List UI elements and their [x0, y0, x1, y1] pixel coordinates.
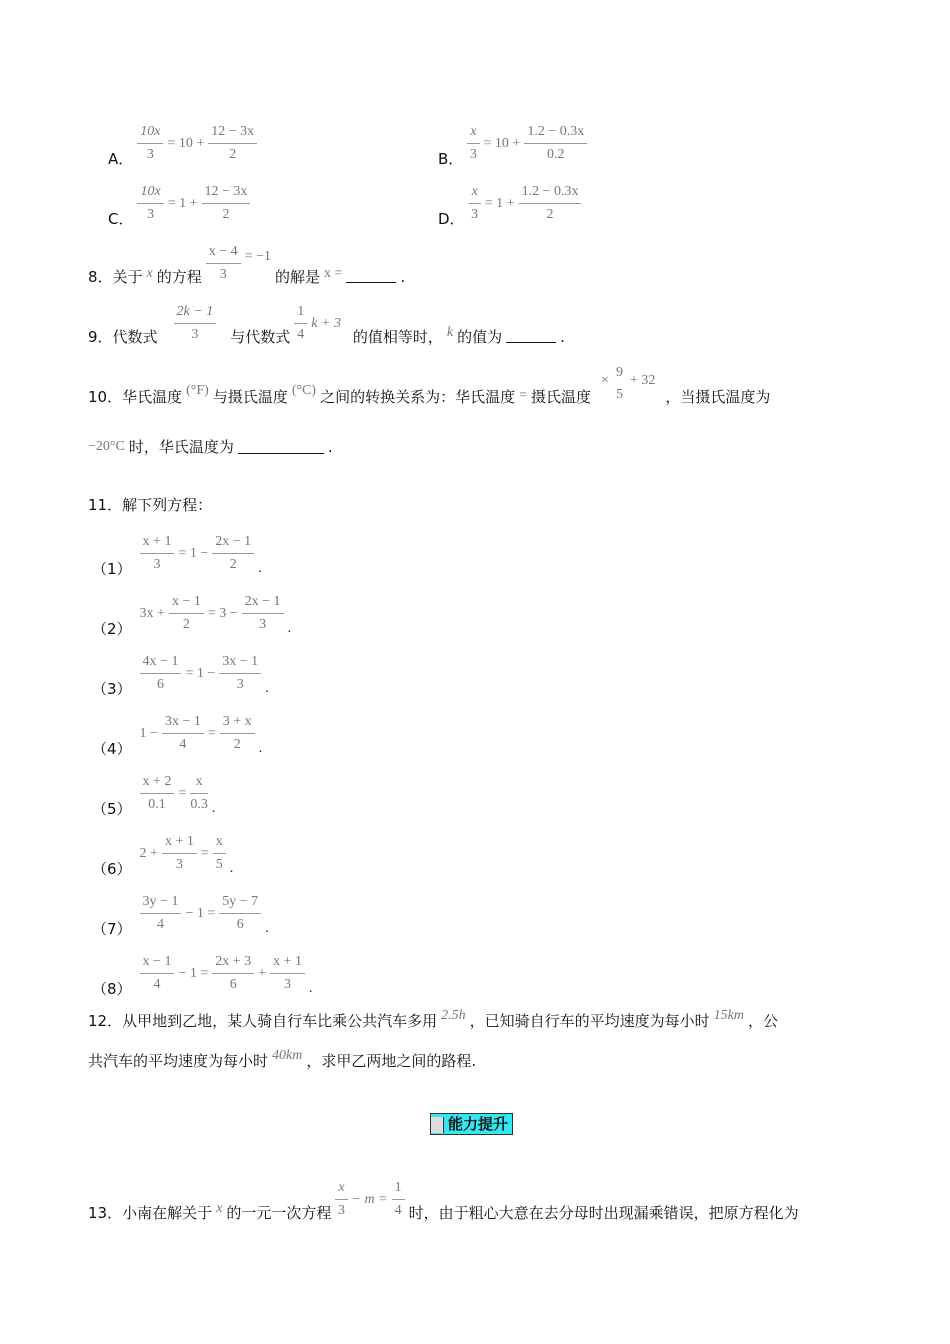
operator: +: [258, 965, 267, 981]
fraction: $\frac{12 - 3x}{2}$: [208, 123, 257, 164]
item-label: （4）: [92, 740, 132, 758]
question-13: [88, 1176, 799, 1223]
operator: 3x +: [139, 605, 165, 621]
operator: = 1 −: [185, 665, 216, 681]
question-text: 8．关于: [88, 268, 143, 286]
fraction: $\frac{3x - 1}{3}$: [219, 653, 261, 694]
question-text: 的方程: [156, 268, 202, 286]
question-text: 10．华氏温度: [88, 388, 183, 406]
q7-option-d: [438, 178, 581, 229]
operator: 1 −: [139, 725, 158, 741]
question-text: ，当摄氏温度为: [665, 388, 771, 406]
fraction: $\frac{x - 1}{4}$: [140, 953, 175, 994]
fraction: $\frac{x}{3}$: [335, 1179, 347, 1220]
fraction: $\frac{x + 1}{3}$: [162, 833, 197, 874]
period: .: [327, 437, 333, 456]
fraction: $\frac{x - 1}{2}$: [169, 593, 204, 634]
fraction: $\frac{10x}{3}$: [137, 183, 163, 224]
operator: − 1 =: [178, 965, 209, 981]
period: .: [265, 680, 269, 696]
question-10-line-2: [88, 436, 333, 457]
period: .: [308, 980, 313, 996]
fraction: $\frac{2x + 3}{6}$: [212, 953, 254, 994]
question-text: 共汽车的平均速度为每小时: [88, 1052, 269, 1070]
fraction: $\frac{10x}{3}$: [137, 123, 163, 164]
fraction: $\frac{12 - 3x}{2}$: [202, 183, 251, 224]
question-text: 时，华氏温度为: [128, 438, 234, 456]
answer-prefix: x =: [324, 265, 343, 281]
item-label: （7）: [92, 920, 132, 938]
operator: = −1: [244, 248, 271, 264]
question-text: 时，由于粗心大意在去分母时出现漏乘错误，把原方程化为: [408, 1204, 799, 1222]
question-8: [88, 240, 405, 287]
operator: 2 +: [139, 845, 158, 861]
fraction: $\frac{x}{5}$: [213, 833, 226, 874]
speed-value: 40km: [272, 1047, 303, 1063]
fraction: $\frac{x}{0.3}$: [190, 774, 208, 812]
equation-item: [92, 648, 269, 699]
fraction: $\frac{2x - 1}{2}$: [212, 533, 254, 574]
operator: = 10 +: [167, 135, 205, 151]
q7-option-c: [108, 178, 250, 229]
fraction: $\frac{1}{4}$: [392, 1179, 405, 1220]
fraction: $\frac{x + 2}{0.1}$: [140, 773, 175, 814]
option-label: B．: [438, 150, 464, 168]
question-text: 12．从甲地到乙地，某人骑自行车比乘公共汽车多用: [88, 1012, 438, 1030]
operator: = 1 +: [167, 195, 198, 211]
temperature-value: −20°C: [88, 438, 125, 454]
question-text: 与摄氏温度: [212, 388, 288, 406]
question-text: ，已知骑自行车的平均速度为每小时: [469, 1012, 710, 1030]
equation-item: [92, 888, 269, 939]
period: .: [265, 920, 269, 936]
fraction: $\frac{x + 1}{3}$: [140, 533, 175, 574]
answer-blank[interactable]: [238, 439, 324, 454]
fraction: $\frac{x}{3}$: [469, 183, 481, 224]
period: .: [400, 267, 406, 286]
unit-celsius: (°C): [291, 382, 317, 398]
time-value: 2.5h: [441, 1007, 466, 1023]
equation-item: [92, 828, 233, 879]
period: .: [229, 860, 234, 876]
answer-blank[interactable]: [346, 268, 396, 283]
operator: ×: [601, 372, 609, 388]
section-title-text: 能力提升: [448, 1115, 509, 1133]
question-text: 9．代数式: [88, 328, 158, 346]
period: .: [211, 800, 216, 816]
period: .: [258, 560, 262, 576]
variable: k: [446, 324, 454, 340]
variable: x: [146, 265, 153, 281]
option-label: A．: [108, 150, 134, 168]
fraction: $\frac{1.2 - 0.3x}{2}$: [519, 183, 582, 224]
fraction: $\frac{1.2 - 0.3x}{0.2}$: [524, 123, 587, 164]
answer-blank[interactable]: [506, 328, 556, 343]
fraction: $\frac{4x - 1}{6}$: [140, 653, 182, 694]
question-text: ，公: [747, 1012, 778, 1030]
operator: − 1 =: [185, 905, 216, 921]
question-text: 摄氏温度: [531, 388, 592, 406]
operator: =: [178, 785, 187, 801]
question-9: [88, 300, 565, 347]
equation-item: [92, 528, 262, 579]
item-label: （8）: [92, 980, 132, 998]
equation-item: [92, 708, 262, 759]
operator: = 3 −: [207, 605, 238, 621]
fraction: $\frac{2x - 1}{3}$: [242, 593, 284, 634]
question-text: 与代数式: [230, 328, 291, 346]
question-text: 之间的转换关系为：华氏温度: [320, 388, 516, 406]
operator: =: [207, 725, 216, 741]
section-marker: [431, 1117, 444, 1133]
equation-item: [92, 768, 215, 819]
fraction: $\frac{3y - 1}{4}$: [140, 893, 182, 934]
fraction: $\frac{3 + x}{2}$: [220, 713, 255, 754]
item-label: （6）: [92, 860, 132, 878]
operator: = 1 −: [178, 545, 209, 561]
fraction: $\frac{x + 1}{3}$: [270, 953, 305, 994]
operator: = 1 +: [484, 195, 515, 211]
fraction: $\frac{5y - 7}{6}$: [219, 893, 261, 934]
item-label: （5）: [92, 800, 132, 818]
speed-value: 15km: [713, 1007, 744, 1023]
question-text: 的值相等时，: [352, 328, 443, 346]
operator: − m =: [351, 1191, 388, 1207]
period: .: [560, 327, 565, 346]
fraction: $\frac{x - 4}{3}$: [206, 243, 241, 284]
equation-item: [92, 948, 312, 999]
variable: x: [216, 1200, 223, 1216]
question-text: ，求甲乙两地之间的路程.: [306, 1052, 477, 1070]
period: .: [258, 740, 263, 756]
operator: =: [200, 845, 209, 861]
q7-option-a: [108, 118, 257, 169]
equation-item: [92, 588, 291, 639]
option-label: C．: [108, 210, 134, 228]
item-label: （3）: [92, 680, 132, 698]
question-text: 的值为: [457, 328, 503, 346]
question-10-line-1: [88, 366, 868, 407]
fraction: $\frac{2k - 1}{3}$: [174, 303, 217, 344]
fraction: $\frac{1}{4}$: [294, 303, 307, 344]
period: .: [287, 620, 292, 636]
question-text: 的一元一次方程: [226, 1204, 332, 1222]
section-heading: [430, 1113, 513, 1134]
operator: =: [519, 387, 528, 403]
option-label: D．: [438, 210, 465, 228]
operator: + 32: [629, 372, 656, 388]
question-text: 13．小南在解关于: [88, 1204, 213, 1222]
question-11-title: 11．解下列方程：: [88, 496, 213, 514]
unit-fahrenheit: (°F): [186, 382, 209, 398]
question-text: 的解是: [274, 268, 320, 286]
question-12-line-1: [88, 1007, 778, 1031]
fraction: $\frac{3x - 1}{4}$: [162, 713, 204, 754]
q7-option-b: [438, 118, 587, 169]
expression: k + 3: [311, 315, 341, 331]
fraction: 9 5: [615, 364, 623, 402]
item-label: （2）: [92, 620, 132, 638]
fraction: $\frac{x}{3}$: [467, 123, 479, 164]
operator: = 10 +: [483, 135, 521, 151]
section-title: [430, 1113, 513, 1135]
item-label: （1）: [92, 560, 132, 578]
question-12-line-2: [88, 1047, 477, 1071]
